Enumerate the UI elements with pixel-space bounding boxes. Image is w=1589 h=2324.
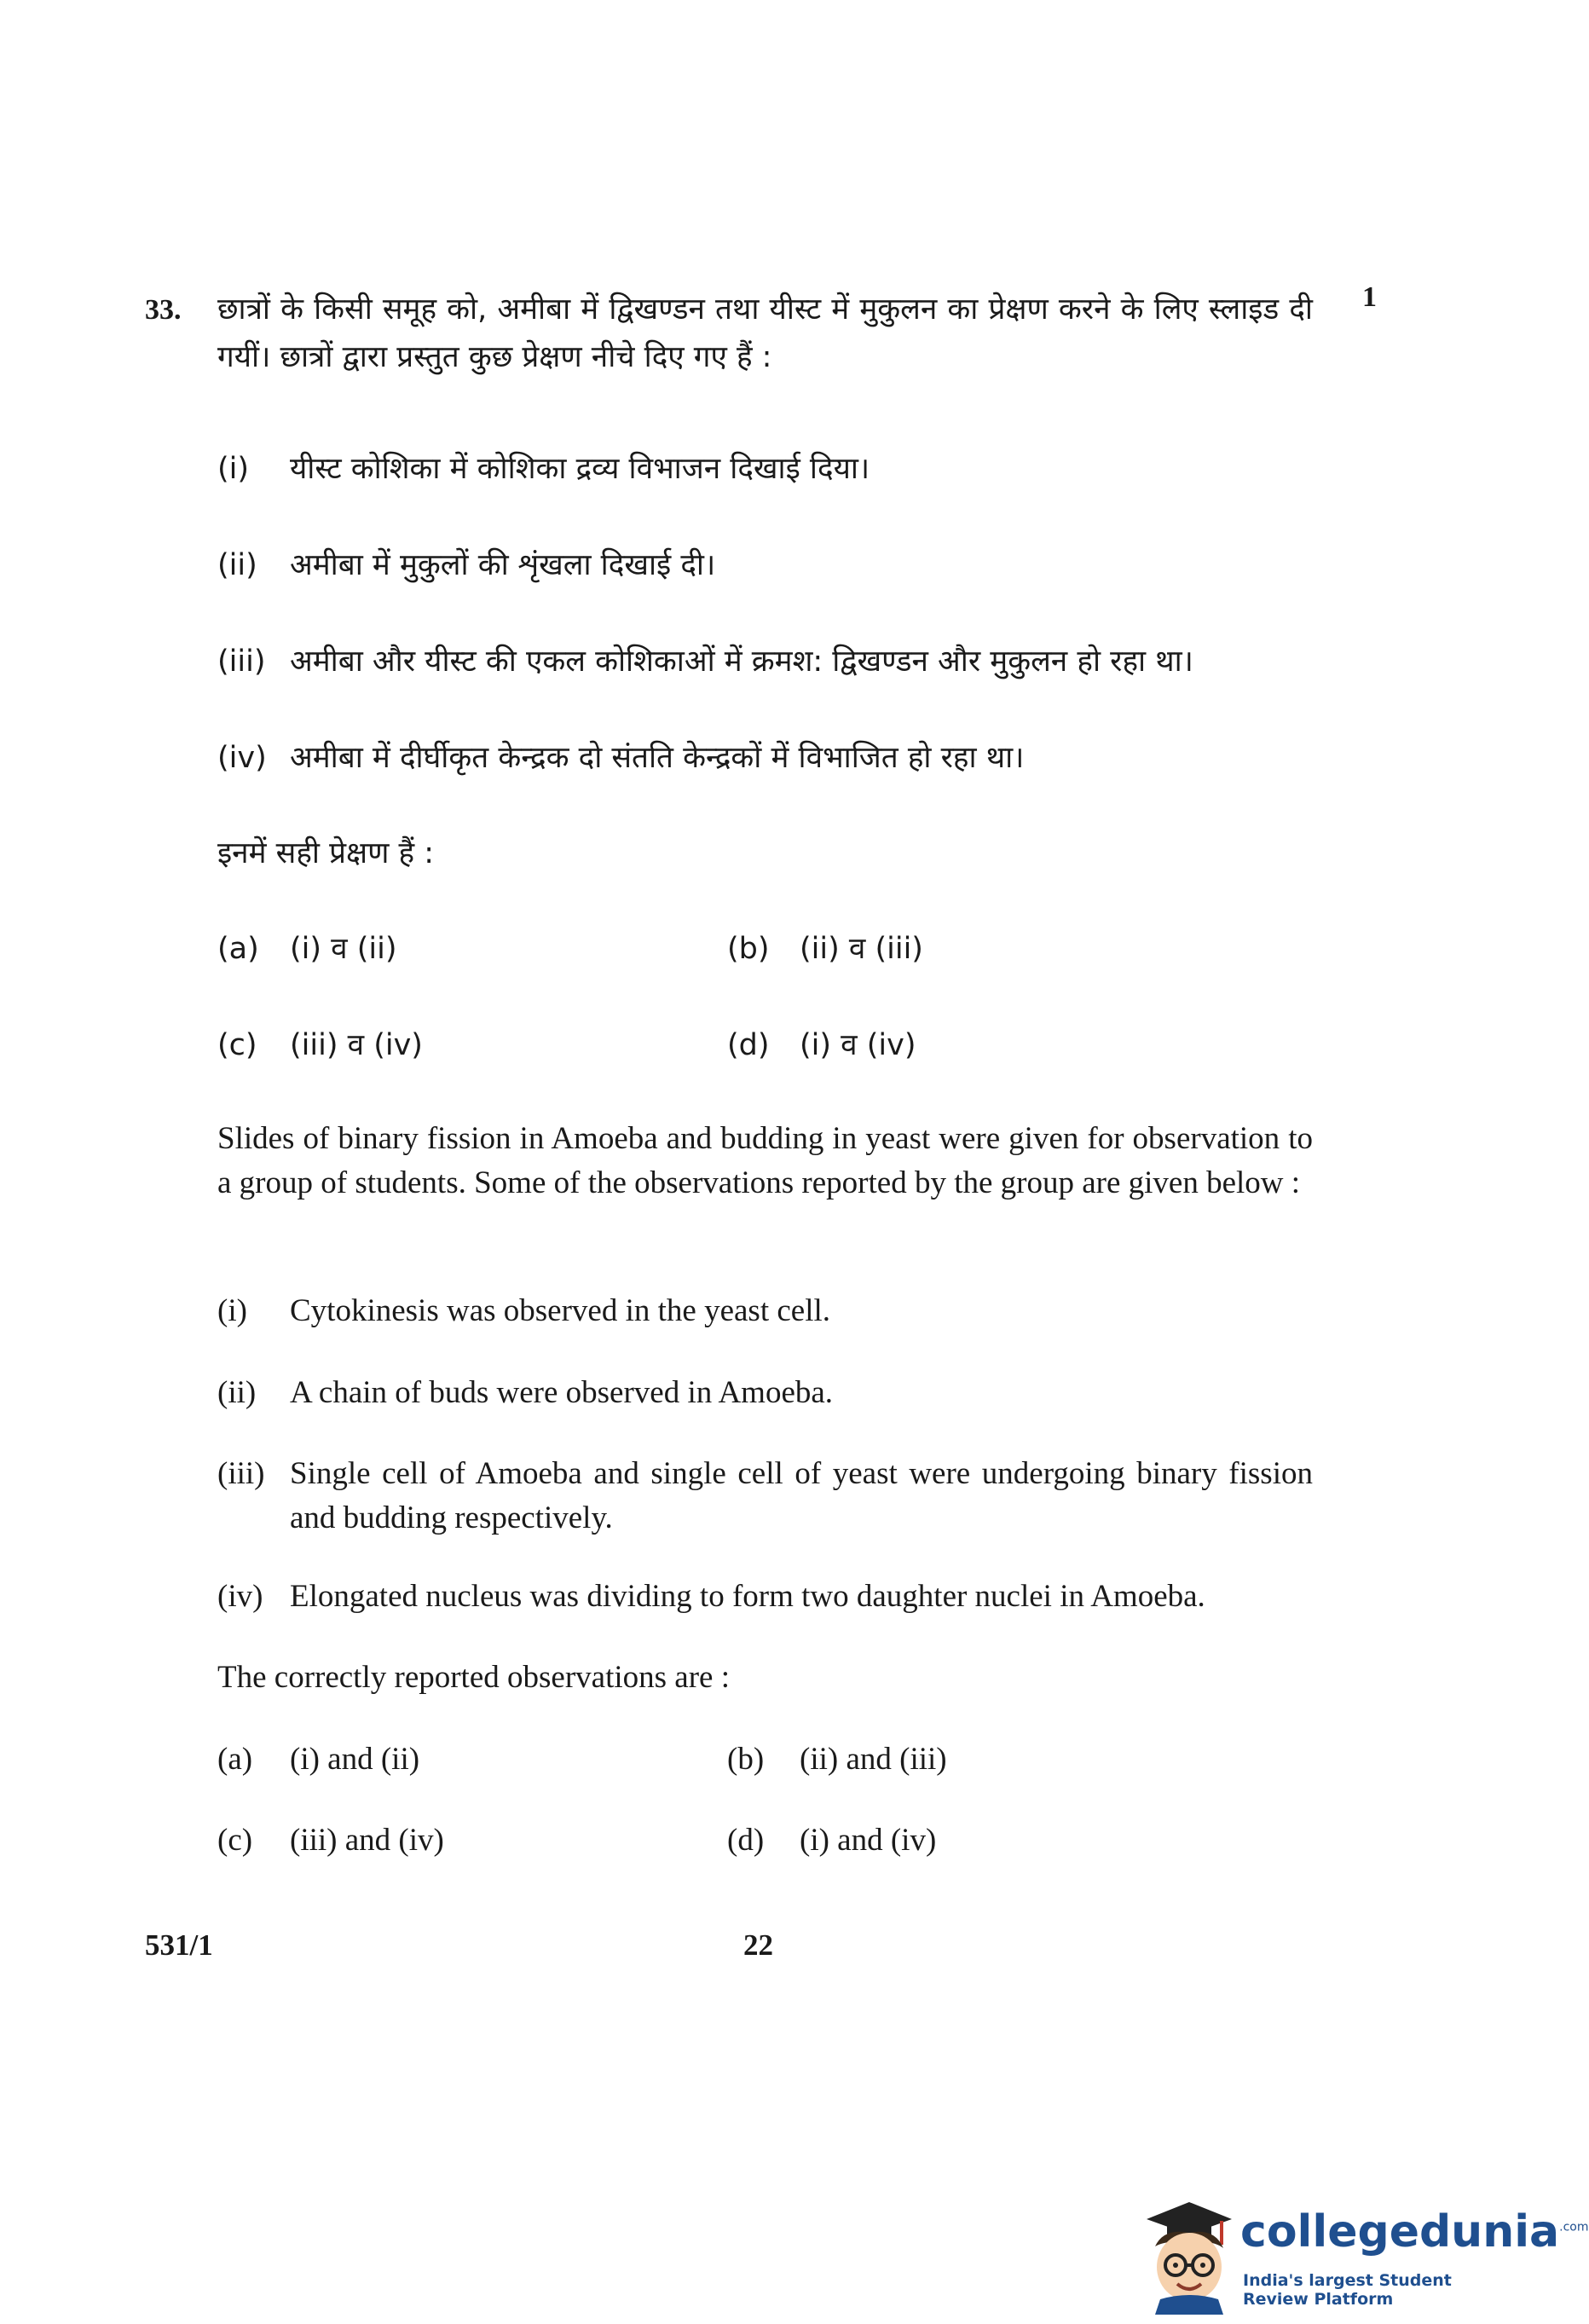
hindi-item-text: यीस्ट कोशिका में कोशिका द्रव्य विभाजन दिखाई दिया। <box>290 452 870 486</box>
paper-code: 531/1 <box>145 1928 213 1962</box>
english-option-a-label: (a) <box>217 1742 253 1777</box>
hindi-item-text: अमीबा और यीस्ट की एकल कोशिकाओं में क्रमश: द्विखण्डन और मुकुलन हो रहा था। <box>290 645 1193 679</box>
english-item-text: Single cell of Amoeba and single cell of yeast were undergoing binary fission and budding respectively. <box>290 1456 1313 1535</box>
english-option-c-label: (c) <box>217 1823 253 1858</box>
question-number: 33. <box>145 294 182 326</box>
hindi-option-c: (iii) व (iv) <box>290 1028 423 1062</box>
hindi-prompt: इनमें सही प्रेक्षण हैं : <box>217 836 435 870</box>
hindi-item-label: (ii) <box>217 548 257 582</box>
english-question-stem: Slides of binary fission in Amoeba and budding in yeast were given for observation to a group of students. Some of the observations reported by the group are given below : <box>217 1121 1313 1200</box>
english-option-b: (ii) and (iii) <box>800 1742 947 1777</box>
english-item-text: Cytokinesis was observed in the yeast cell. <box>290 1293 831 1328</box>
hindi-item-label: (i) <box>217 452 250 486</box>
english-option-c: (iii) and (iv) <box>290 1823 444 1858</box>
watermark-tagline: India's largest Student Review Platform <box>1243 2271 1452 2309</box>
english-prompt: The correctly reported observations are : <box>217 1660 730 1695</box>
hindi-item-text: अमीबा में मुकुलों की शृंखला दिखाई दी। <box>290 548 716 582</box>
english-option-d-label: (d) <box>727 1823 765 1858</box>
watermark-brand <box>1240 2206 1589 2258</box>
english-option-b-label: (b) <box>727 1742 765 1777</box>
english-option-a: (i) and (ii) <box>290 1742 420 1777</box>
hindi-option-a-label: (a) <box>217 932 259 966</box>
english-item-label: (i) <box>217 1293 247 1328</box>
hindi-question-stem: छात्रों के किसी समूह को, अमीबा में द्विखण्डन तथा यीस्ट में मुकुलन का प्रेक्षण करने के लिए स्लाइड दी गयीं। छात्रों द्वारा प्रस्तुत कुछ प्रेक्षण नीचे दिए गए हैं : <box>217 292 1313 374</box>
hindi-option-c-label: (c) <box>217 1028 257 1062</box>
hindi-item-text: अमीबा में दीर्घीकृत केन्द्रक दो संतति केन्द्रकों में विभाजित हो रहा था। <box>290 741 1025 775</box>
hindi-option-b-label: (b) <box>727 932 770 966</box>
english-item-text: Elongated nucleus was dividing to form two daughter nuclei in Amoeba. <box>290 1579 1205 1614</box>
watermark-brand-name: collegedunia <box>1240 2206 1560 2258</box>
hindi-option-d-label: (d) <box>727 1028 770 1062</box>
watermark-brand-suffix: .com <box>1559 2220 1589 2234</box>
hindi-option-d: (i) व (iv) <box>800 1028 916 1062</box>
hindi-option-b: (ii) व (iii) <box>800 932 923 966</box>
english-option-d: (i) and (iv) <box>800 1823 937 1858</box>
page-number: 22 <box>743 1928 773 1962</box>
student-mascot-icon <box>1130 2195 1240 2315</box>
english-item-text: A chain of buds were observed in Amoeba. <box>290 1375 834 1410</box>
hindi-item-label: (iv) <box>217 741 267 775</box>
english-item-label: (iv) <box>217 1579 263 1614</box>
question-marks: 1 <box>1362 281 1377 313</box>
english-item-label: (iii) <box>217 1456 265 1491</box>
hindi-item-label: (iii) <box>217 645 266 679</box>
hindi-option-a: (i) व (ii) <box>290 932 397 966</box>
english-item-label: (ii) <box>217 1375 257 1410</box>
